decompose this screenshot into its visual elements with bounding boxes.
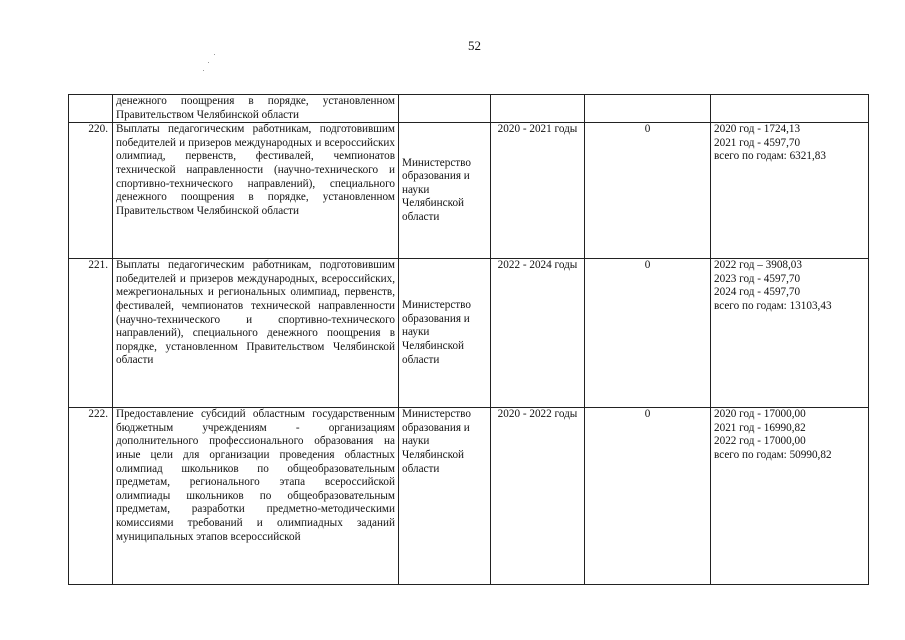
funds-line: 2022 год - 17000,00 bbox=[714, 435, 806, 448]
funds-line: 2021 год - 4597,70 bbox=[714, 136, 801, 149]
funds-line: 2022 год – 3908,03 bbox=[714, 259, 802, 272]
row-funds bbox=[711, 95, 869, 123]
page-number: 52 bbox=[468, 38, 481, 53]
row-description: денежного поощрения в порядке, установленном Правительством Челябинской области bbox=[113, 95, 399, 123]
scan-speck bbox=[208, 62, 209, 63]
row-period: 2020 - 2021 годы bbox=[491, 123, 585, 259]
table-row bbox=[69, 259, 869, 408]
row-department: Министерство образования и науки Челябинской области bbox=[399, 259, 491, 408]
row-period: 2022 - 2024 годы bbox=[491, 259, 585, 408]
funds-total: всего по годам: 13103,43 bbox=[714, 299, 832, 312]
scan-speck bbox=[214, 54, 215, 55]
row-description: Выплаты педагогическим работникам, подготовившим победителей и призеров международных, всероссийских, межрегиональных и региональных олимпиад, первенств, фестивалей, чемпионатов технической направленности (научно-технического и спортивно-технического направлений), специального денежного поощрения в порядке, установленном Правительством Челябинской области bbox=[113, 259, 399, 408]
row-department: Министерство образования и науки Челябинской области bbox=[399, 123, 491, 259]
row-period: 2020 - 2022 годы bbox=[491, 408, 585, 585]
row-value: 0 bbox=[585, 123, 711, 259]
table-row bbox=[69, 123, 869, 259]
row-funds bbox=[711, 259, 869, 408]
program-table bbox=[68, 94, 869, 585]
row-value: 0 bbox=[585, 408, 711, 585]
table-row bbox=[69, 408, 869, 585]
row-period bbox=[491, 95, 585, 123]
row-number: 222. bbox=[69, 408, 113, 585]
row-number bbox=[69, 95, 113, 123]
row-funds bbox=[711, 123, 869, 259]
row-value bbox=[585, 95, 711, 123]
row-description: Выплаты педагогическим работникам, подготовившим победителей и призеров международных и всероссийских олимпиад, первенств, фестивалей, чемпионатов технической направленности (научно-технического и спортивно-технического направлений), специального денежного поощрения в порядке, установленном Правительством Челябинской области bbox=[113, 123, 399, 259]
funds-line: 2023 год - 4597,70 bbox=[714, 272, 801, 285]
funds-total: всего по годам: 50990,82 bbox=[714, 448, 832, 461]
row-number: 220. bbox=[69, 123, 113, 259]
row-value: 0 bbox=[585, 259, 711, 408]
funds-total: всего по годам: 6321,83 bbox=[714, 150, 826, 163]
funds-line: 2021 год - 16990,82 bbox=[714, 421, 806, 434]
funds-line: 2024 год - 4597,70 bbox=[714, 286, 801, 299]
row-number: 221. bbox=[69, 259, 113, 408]
row-department: Министерство образования и науки Челябинской области bbox=[399, 408, 491, 585]
funds-line: 2020 год - 17000,00 bbox=[714, 408, 806, 421]
table-row bbox=[69, 95, 869, 123]
scan-speck bbox=[203, 70, 204, 71]
row-funds bbox=[711, 408, 869, 585]
row-description: Предоставление субсидий областным государственным бюджетным учреждениям - организациям дополнительного профессионального образования на иные цели для организации проведения областных олимпиад школьников по общеобразовательным предметам, регионального этапа всероссийской олимпиады школьников по общеобразовательным предметам, разработки предметно-методическими комиссиями требований и олимпиадных заданий муниципальных этапов всероссийской bbox=[113, 408, 399, 585]
funds-line: 2020 год - 1724,13 bbox=[714, 123, 801, 136]
row-department bbox=[399, 95, 491, 123]
